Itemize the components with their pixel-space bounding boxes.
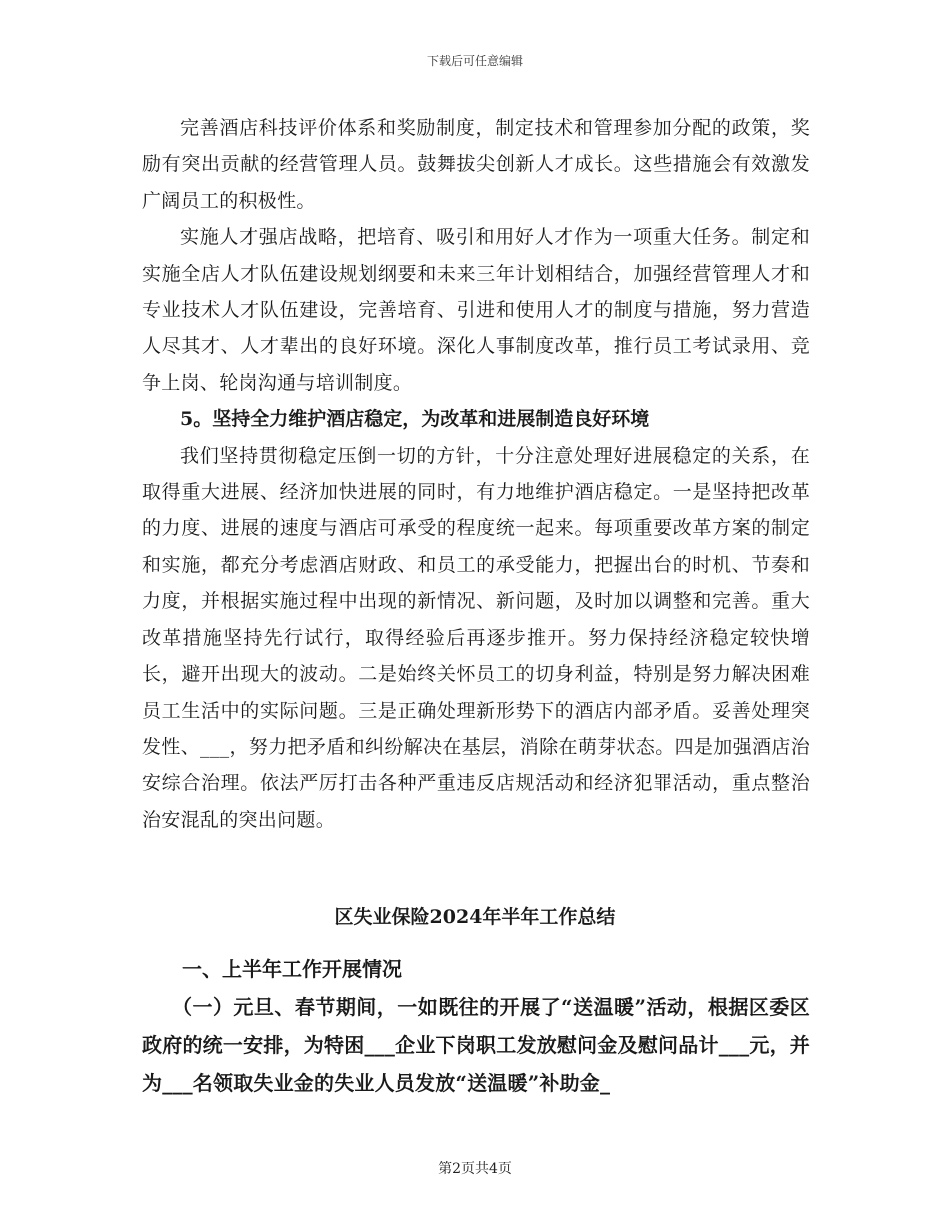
page-header-note: 下载后可任意编辑 [426, 54, 523, 68]
section-heading-first-half: 一、上半年工作开展情况 [182, 957, 402, 981]
document-body [142, 110, 810, 838]
paragraph-warmth-campaign: （一）元旦、春节期间，一如既往的开展了“送温暖”活动，根据区委区政府的统一安排，为特困___企业下岗职工发放慰问金及慰问品计___元，并为___名领取失业金的失业人员发放“送温暖”补助金_ [142, 995, 810, 1095]
page-number: 第2页共4页 [438, 1161, 512, 1177]
heading-stability: 5。坚持全力维护酒店稳定，为改革和进展制造良好环境 [180, 408, 650, 431]
paragraph-reward-system: 完善酒店科技评价体系和奖励制度，制定技术和管理参加分配的政策，奖励有突出贡献的经营管理人员。鼓舞拔尖创新人才成长。这些措施会有效激发广阔员工的积极性。 [142, 117, 810, 212]
paragraph-talent-strategy: 实施人才强店战略，把培育、吸引和用好人才作为一项重大任务。制定和实施全店人才队伍建设规划纲要和未来三年计划相结合，加强经营管理人才和专业技术人才队伍建设，完善培育、引进和使用人才的制度与措施，努力营造人尽其才、人才辈出的良好环境。深化人事制度改革，推行员工考试录用、竞争上岗、轮岗沟通与培训制度。 [142, 226, 810, 394]
report-title: 区失业保险2024年半年工作总结 [334, 906, 616, 928]
report-section [142, 950, 810, 1102]
paragraph-stability: 我们坚持贯彻稳定压倒一切的方针，十分注意处理好进展稳定的关系，在取得重大进展、经济加快进展的同时，有力地维护酒店稳定。一是坚持把改革的力度、进展的速度与酒店可承受的程度统一起来。每项重要改革方案的制定和实施，都充分考虑酒店财政、和员工的承受能力，把握出台的时机、节奏和力度，并根据实施过程中出现的新情况、新问题，及时加以调整和完善。重大改革措施坚持先行试行，取得经验后再逐步推开。努力保持经济稳定较快增长，避开出现大的波动。二是始终关怀员工的切身利益，特别是努力解决困难员工生活中的实际问题。三是正确处理新形势下的酒店内部矛盾。妥善处理突发性、___，努力把矛盾和纠纷解决在基层，消除在萌芽状态。四是加强酒店治安综合治理。依法严厉打击各种严重违反店规活动和经济犯罪活动，重点整治治安混乱的突出问题。 [142, 444, 810, 831]
